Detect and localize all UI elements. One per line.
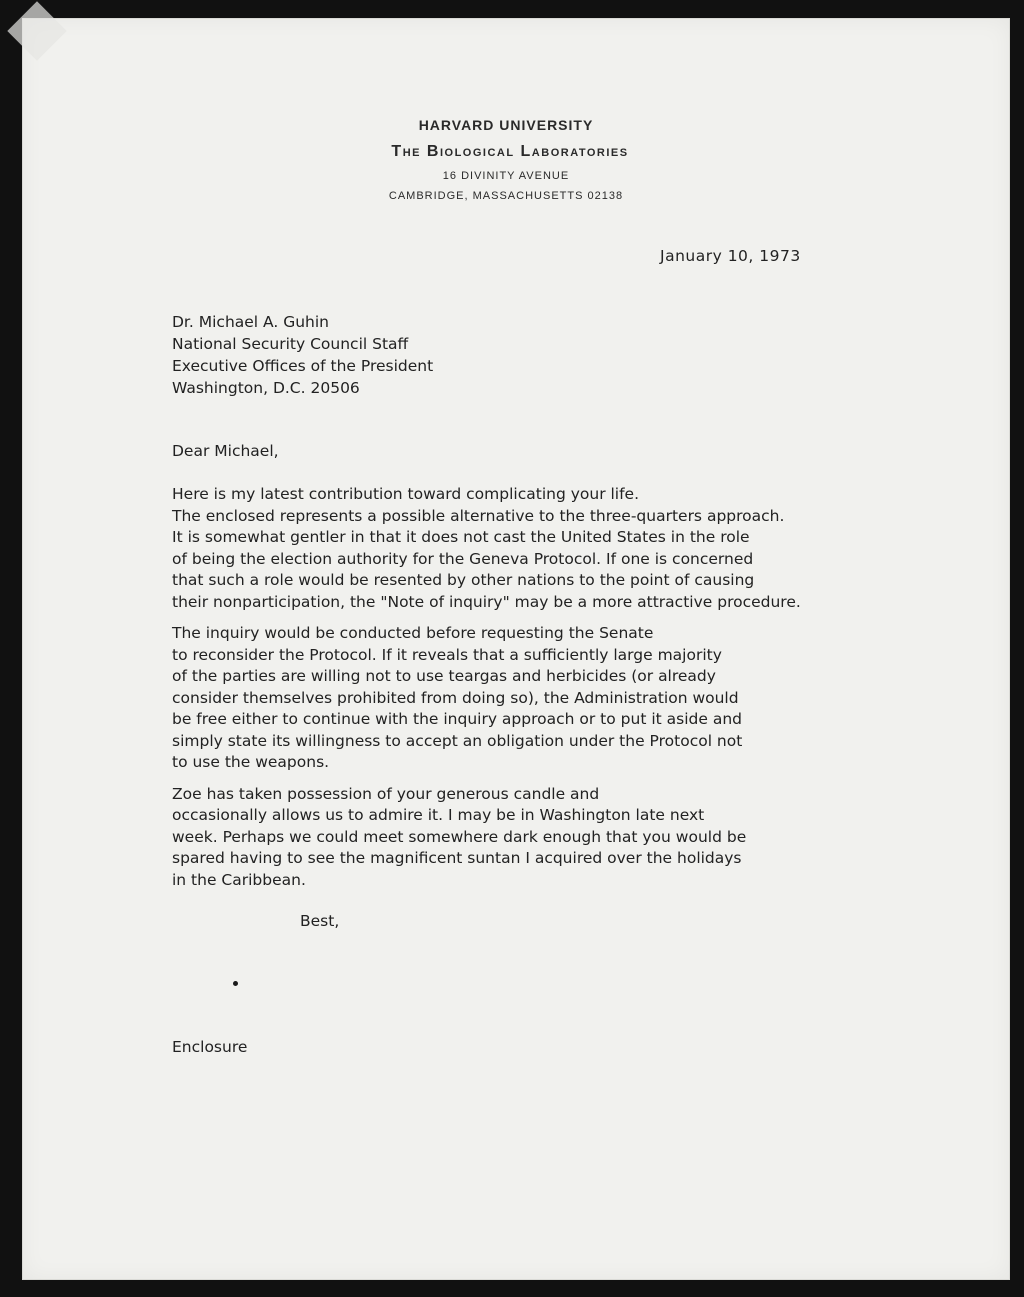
recipient-line-3: Executive Offices of the President	[172, 357, 434, 375]
letterhead-department: The Biological Laboratories	[391, 143, 629, 160]
recipient-line-4: Washington, D.C. 20506	[172, 379, 360, 397]
letter-body	[172, 484, 962, 901]
letter-page	[22, 18, 1010, 1280]
salutation: Dear Michael,	[172, 442, 279, 460]
body-paragraph-2: The inquiry would be conducted before requesting the Senate to reconsider the Protocol. If it reveals that a sufficiently large majority of the parties are willing not to use teargas and herbicides (or already consider themselves prohibited from doing so), the Administration would be free either to continue with the inquiry approach or to put it aside and simply state its willingness to accept an obligation under the Protocol not to use the weapons.	[172, 624, 743, 771]
letterhead	[22, 118, 1010, 202]
body-paragraph-1: Here is my latest contribution toward complicating your life. The enclosed represents a possible alternative to the three-quarters approach. It is somewhat gentler in that it does not cast the United States in the role of being the election authority for the Geneva Protocol. If one is concerned that such a role would be resented by other nations to the point of causing their nonparticipation, the "Note of inquiry" may be a more attractive procedure.	[172, 485, 801, 611]
letterhead-city: CAMBRIDGE, MASSACHUSETTS 02138	[388, 190, 624, 202]
closing: Best,	[300, 912, 340, 930]
letterhead-institution: HARVARD UNIVERSITY	[418, 117, 594, 133]
enclosure-note: Enclosure	[172, 1038, 248, 1056]
recipient-address	[172, 311, 433, 399]
letterhead-street: 16 DIVINITY AVENUE	[442, 170, 570, 182]
recipient-name: Dr. Michael A. Guhin	[172, 313, 330, 331]
body-paragraph-3: Zoe has taken possession of your generous candle and occasionally allows us to admire it. I may be in Washington late next week. Perhaps we could meet somewhere dark enough that you would be spared having to see the magnificent suntan I acquired over the holidays in the Caribbean.	[172, 784, 747, 889]
ink-dot	[233, 981, 238, 986]
letter-date: January 10, 1973	[660, 247, 801, 265]
recipient-line-2: National Security Council Staff	[172, 335, 409, 353]
